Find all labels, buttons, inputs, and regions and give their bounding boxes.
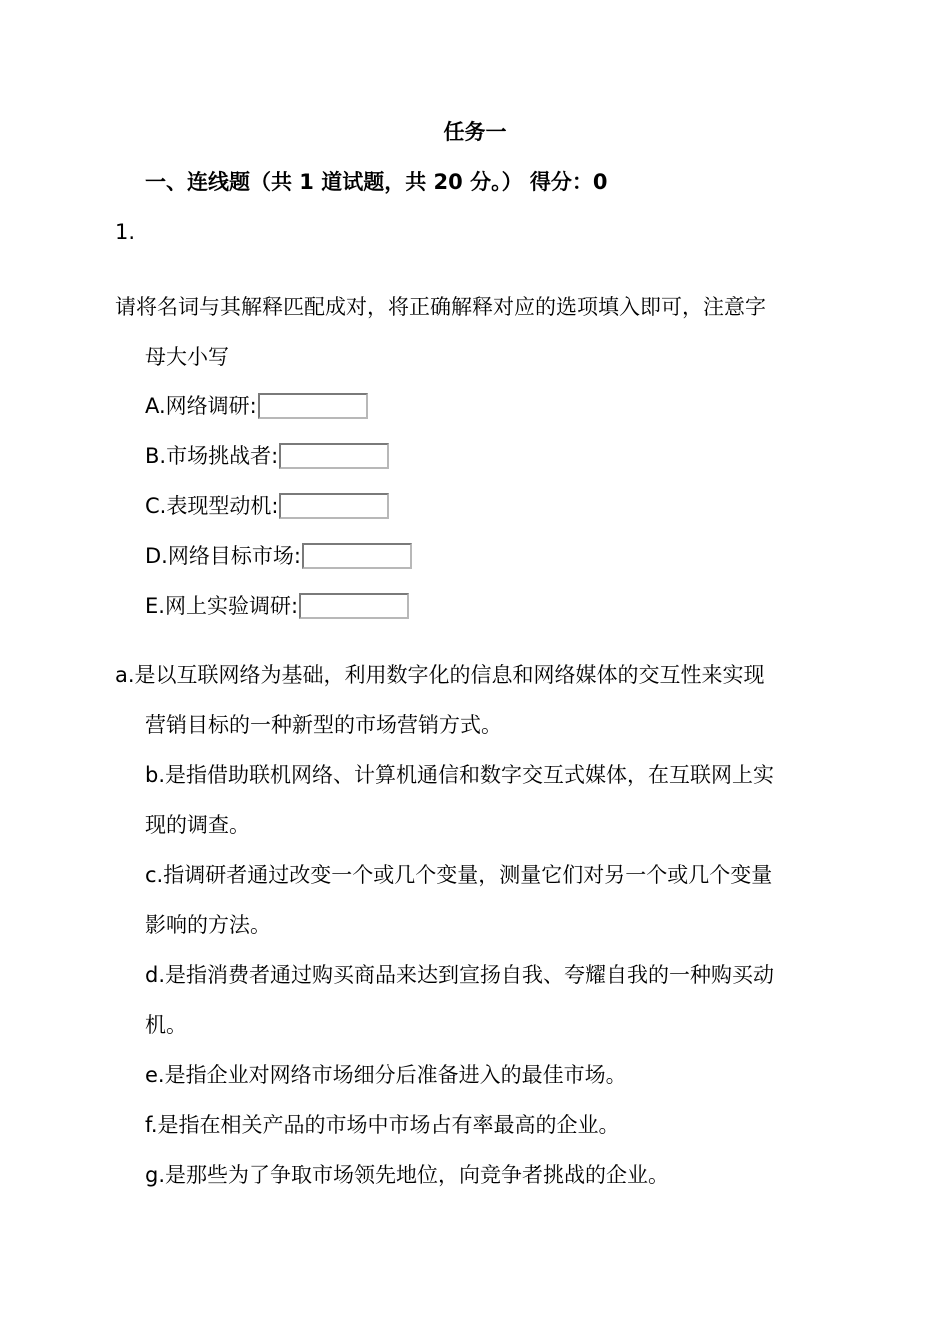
answer-input-a[interactable] [258,393,368,419]
question-number: 1. [115,220,136,244]
term-label-a: A.网络调研: [145,394,257,418]
answer-input-c[interactable] [279,493,389,519]
term-list [145,380,412,630]
definition-d-line-2: 机。 [145,1013,187,1037]
definition-list [115,650,815,1200]
definition-c-line-2: 影响的方法。 [145,913,271,937]
term-label-b: B.市场挑战者: [145,444,279,468]
section-heading: 一、连线题（共 1 道试题，共 20 分。） 得分：0 [145,170,608,194]
instruction-line-2: 母大小写 [145,345,229,369]
page-title: 任务一 [443,120,507,144]
term-row-d [145,530,412,580]
term-row-c [145,480,412,530]
term-row-a [145,380,412,430]
definition-a-line-1: a.是以互联网络为基础，利用数字化的信息和网络媒体的交互性来实现 [115,663,765,687]
definition-c-line-1: c.指调研者通过改变一个或几个变量，测量它们对另一个或几个变量 [145,863,773,887]
definition-e: e.是指企业对网络市场细分后准备进入的最佳市场。 [145,1063,627,1087]
definition-a [115,650,815,750]
definition-a-line-2: 营销目标的一种新型的市场营销方式。 [145,713,502,737]
answer-input-e[interactable] [299,593,409,619]
term-label-d: D.网络目标市场: [145,544,301,568]
definition-d-line-1: d.是指消费者通过购买商品来达到宣扬自我、夸耀自我的一种购买动 [145,963,775,987]
term-row-e [145,580,412,630]
definition-b-line-1: b.是指借助联机网络、计算机通信和数字交互式媒体，在互联网上实 [145,763,775,787]
definition-b-line-2: 现的调查。 [145,813,250,837]
definition-g: g.是那些为了争取市场领先地位，向竞争者挑战的企业。 [145,1163,670,1187]
answer-input-d[interactable] [302,543,412,569]
term-row-b [145,430,412,480]
definition-f: f.是指在相关产品的市场中市场占有率最高的企业。 [145,1113,620,1137]
question-instruction [115,282,815,382]
term-label-e: E.网上实验调研: [145,594,299,618]
term-label-c: C.表现型动机: [145,494,279,518]
instruction-line-1: 请将名词与其解释匹配成对，将正确解释对应的选项填入即可，注意字 [115,295,766,319]
answer-input-b[interactable] [279,443,389,469]
